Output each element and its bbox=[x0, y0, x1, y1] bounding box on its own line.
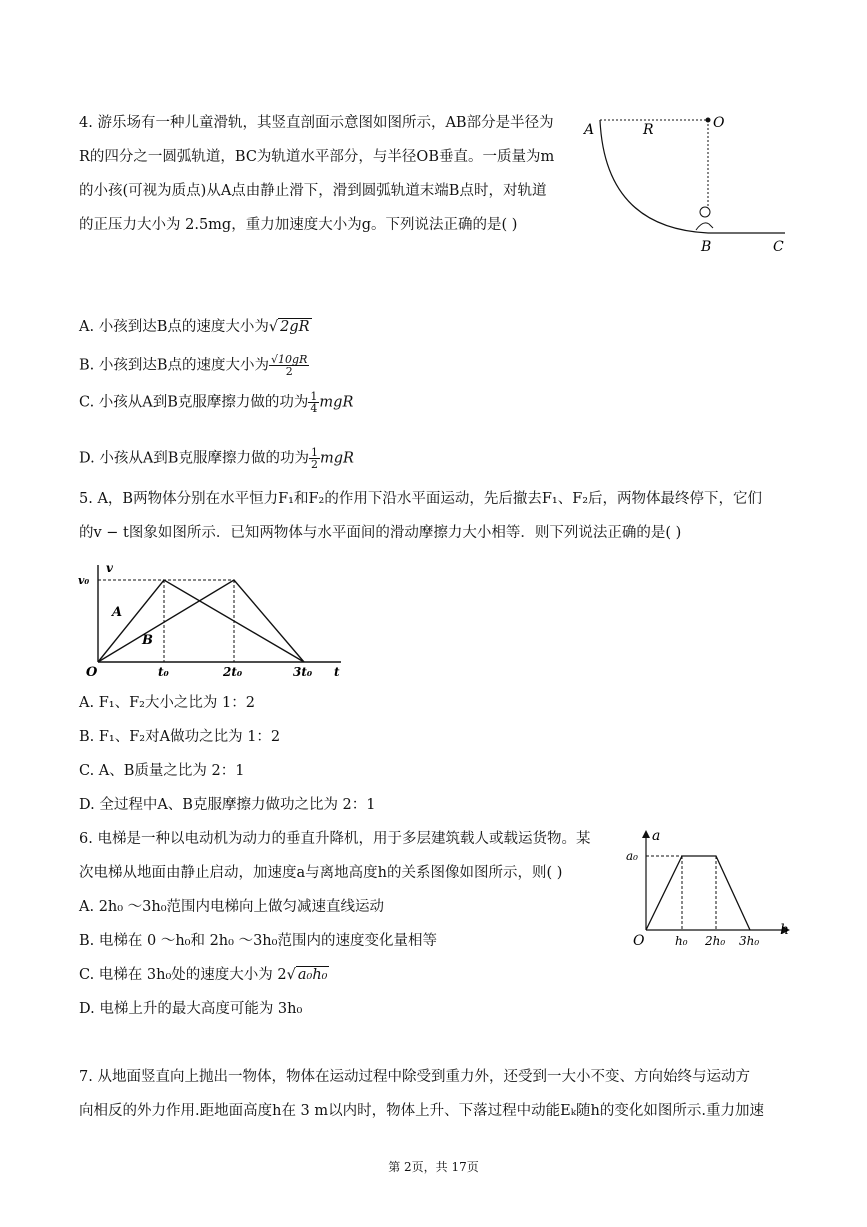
q6-fig-label-a: a bbox=[652, 828, 661, 844]
q5-vt-graph bbox=[76, 560, 366, 684]
q5-fig-label-A: A bbox=[112, 605, 123, 620]
q4-fig-label-R: R bbox=[643, 122, 654, 138]
q5-fig-label-t0: t₀ bbox=[158, 665, 169, 679]
q6-option-a: A. 2h₀ ～3h₀范围内电梯向上做匀减速直线运动 bbox=[79, 899, 385, 915]
q5-option-b: B. F₁、F₂对A做功之比为 1：2 bbox=[79, 729, 281, 745]
q6-ah-graph bbox=[622, 826, 797, 960]
q5-option-c: C. A、B质量之比为 2：1 bbox=[79, 763, 245, 779]
q7-stem-line-1: 7. 从地面竖直向上抛出一物体，物体在运动过程中除受到重力外，还受到一大小不变、方向始终与运动方 bbox=[79, 1069, 750, 1085]
q4-option-d-tail: mgR bbox=[319, 450, 354, 467]
q5-fig-label-B: B bbox=[142, 633, 153, 648]
q4-option-d-fraction bbox=[309, 447, 320, 470]
q4-slide-track-figure bbox=[575, 108, 795, 262]
q4-option-b-fraction bbox=[269, 354, 309, 377]
q5-fig-label-t: t bbox=[334, 665, 340, 679]
q4-stem-line-2: R的四分之一圆弧轨道，BC为轨道水平部分，与半径OB垂直。一质量为m bbox=[79, 149, 555, 165]
q6-fig-label-h: h bbox=[780, 922, 790, 938]
q4-option-c-tail: mgR bbox=[319, 394, 354, 411]
q4-option-d-den: 2 bbox=[310, 458, 318, 471]
q4-option-d-text: D. 小孩从A到B克服摩擦力做的功为 bbox=[79, 450, 309, 467]
q4-fig-label-B: B bbox=[701, 239, 712, 255]
q4-option-c-fraction bbox=[308, 391, 319, 414]
q6-fig-label-O: O bbox=[633, 933, 645, 949]
q5-option-a: A. F₁、F₂大小之比为 1：2 bbox=[79, 695, 255, 711]
q4-option-d-num: 1 bbox=[310, 446, 318, 459]
q4-stem-line-4: 的正压力大小为 2.5mg，重力加速度大小为g。下列说法正确的是( ) bbox=[79, 217, 518, 233]
q4-stem-line-3: 的小孩(可视为质点)从A点由静止滑下，滑到圆弧轨道末端B点时，对轨道 bbox=[79, 183, 547, 199]
q6-fig-label-h0: h₀ bbox=[675, 934, 688, 948]
q6-option-c-text: C. 电梯在 3h₀处的速度大小为 2 bbox=[79, 967, 287, 983]
q4-option-b-den: 2 bbox=[285, 365, 293, 378]
q7-stem-line-2: 向相反的外力作用.距地面高度h在 3 m以内时，物体上升、下落过程中动能Eₖ随h的变化如图所示.重力加速 bbox=[79, 1103, 764, 1119]
q4-fig-label-O: O bbox=[713, 115, 725, 131]
q6-option-c-math: a₀h₀ bbox=[297, 967, 328, 983]
q4-option-c-num: 1 bbox=[310, 390, 318, 403]
q6-option-b: B. 电梯在 0 ～h₀和 2h₀ ～3h₀范围内的速度变化量相等 bbox=[79, 933, 437, 949]
q5-fig-label-v0: v₀ bbox=[78, 574, 90, 587]
q5-fig-label-2t0: 2t₀ bbox=[223, 665, 243, 679]
q6-stem-line-2: 次电梯从地面由静止启动，加速度a与离地高度h的关系图像如图所示，则( ) bbox=[79, 865, 563, 881]
q4-option-b-num: √10gR bbox=[271, 353, 308, 366]
q6-fig-label-a0: a₀ bbox=[626, 849, 638, 863]
q5-stem-line-1: 5. A，B两物体分别在水平恒力F₁和F₂的作用下沿水平面运动，先后撤去F₁、F₂后，两物体最终停下，它们 bbox=[79, 491, 763, 507]
q5-fig-label-v: v bbox=[106, 561, 113, 575]
q6-option-c: C. 电梯在 3h₀处的速度大小为 2√ a₀h₀ bbox=[79, 967, 328, 983]
q4-fig-label-A: A bbox=[584, 122, 595, 138]
q4-option-c bbox=[79, 391, 353, 414]
q5-option-d: D. 全过程中A、B克服摩擦力做功之比为 2：1 bbox=[79, 797, 376, 813]
q6-fig-label-3h0: 3h₀ bbox=[739, 934, 760, 948]
q4-stem-line-1: 4. 游乐场有一种儿童滑轨，其竖直剖面示意图如图所示，AB部分是半径为 bbox=[79, 115, 554, 131]
q4-option-a: A. 小孩到达B点的速度大小为√ 2gR bbox=[79, 319, 310, 335]
q6-option-d: D. 电梯上升的最大高度可能为 3h₀ bbox=[79, 1001, 303, 1017]
q6-fig-label-2h0: 2h₀ bbox=[705, 934, 726, 948]
q4-option-a-text: A. 小孩到达B点的速度大小为 bbox=[79, 319, 269, 335]
q5-stem-line-2: 的v − t图象如图所示．已知两物体与水平面间的滑动摩擦力大小相等．则下列说法正确的是( ) bbox=[79, 525, 682, 541]
q4-option-b-text: B. 小孩到达B点的速度大小为 bbox=[79, 357, 270, 374]
q5-fig-label-O: O bbox=[86, 665, 98, 680]
page-footer: 第 2页，共 17页 bbox=[388, 1160, 479, 1174]
q5-fig-label-3t0: 3t₀ bbox=[293, 665, 313, 679]
q4-option-b bbox=[79, 354, 309, 377]
q4-option-c-den: 4 bbox=[310, 402, 318, 415]
q4-fig-label-C: C bbox=[773, 239, 784, 255]
q4-option-c-text: C. 小孩从A到B克服摩擦力做的功为 bbox=[79, 394, 309, 411]
q4-option-d bbox=[79, 447, 354, 470]
q4-option-a-math: 2gR bbox=[280, 319, 310, 335]
q6-stem-line-1: 6. 电梯是一种以电动机为动力的垂直升降机，用于多层建筑载人或载运货物。某 bbox=[79, 831, 591, 847]
